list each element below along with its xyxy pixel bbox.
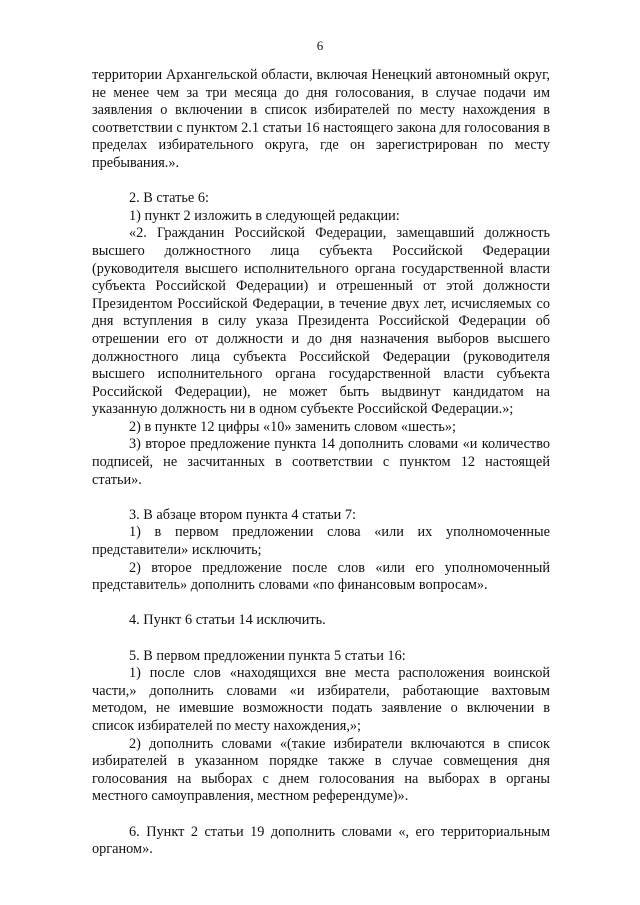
- paragraph: 1) пункт 2 изложить в следующей редакции:: [129, 207, 400, 224]
- paragraph: 6. Пункт 2 статьи 19 дополнить словами «, его территориальным органом».: [92, 823, 550, 858]
- paragraph: «2. Гражданин Российской Федерации, замещавший должность высшего должностного лица субъекта Российской Федерации (руководителя высшего исполнительного органа государственной власти субъекта Российской Федерации) и отрешенный от этой должности Президентом Российской Федерации, в течение двух лет, исчисляемых со дня вступления в силу указа Президента Российской Федерации об отрешении его от должности и до дня назначения выборов высшего должностного лица субъекта Российской Федерации (руководителя высшего исполнительного органа государственной власти субъекта Российской Федерации), не может быть выдвинут кандидатом на указанную должность ни в одном субъекте Российской Федерации.»;: [92, 225, 550, 418]
- paragraph-gap: [92, 595, 550, 613]
- paragraph: 5. В первом предложении пункта 5 статьи 16:: [129, 647, 406, 664]
- paragraph-gap: [92, 630, 550, 648]
- paragraph: 2. В статье 6:: [129, 190, 209, 207]
- paragraph: 2) второе предложение после слов «или его уполномоченный представитель» дополнить словами «по финансовым вопросам».: [92, 559, 550, 594]
- paragraph-gap: [92, 173, 550, 191]
- paragraph: 3. В абзаце втором пункта 4 статьи 7:: [129, 506, 356, 523]
- paragraph-gap: [92, 489, 550, 507]
- paragraph-gap: [92, 806, 550, 824]
- paragraph: 1) после слов «находящихся вне места расположения воинской части,» дополнить словами «и избиратели, работающие вахтовым методом, не имевшие возможности подать заявление о включении в список избирателей по месту нахождения,»;: [92, 665, 550, 734]
- paragraph: 2) в пункте 12 цифры «10» заменить словом «шесть»;: [129, 418, 457, 435]
- page-number: 6: [316, 38, 324, 53]
- paragraph: 3) второе предложение пункта 14 дополнить словами «и количество подписей, не засчитанных в соответствии с пунктом 12 настоящей статьи».: [92, 436, 550, 488]
- paragraph: 2) дополнить словами «(такие избиратели включаются в список избирателей в указанном порядке также в случае совмещения дня голосования на выборах с днем голосования на выборах в органы местного самоуправления, местном референдуме)».: [92, 735, 550, 805]
- paragraph: 1) в первом предложении слова «или их уполномоченные представители» исключить;: [92, 524, 550, 559]
- paragraph: территории Архангельской области, включая Ненецкий автономный округ, не менее чем за три месяца до дня голосования, в случае подачи им заявления о включении в список избирателей по месту нахождения в соответствии с пунктом 2.1 статьи 16 настоящего закона для голосования в пределах избирательного округа, где он зарегистрирован по месту пребывания.».: [92, 67, 550, 171]
- document-body: [92, 67, 550, 859]
- paragraph: 4. Пункт 6 статьи 14 исключить.: [129, 612, 326, 629]
